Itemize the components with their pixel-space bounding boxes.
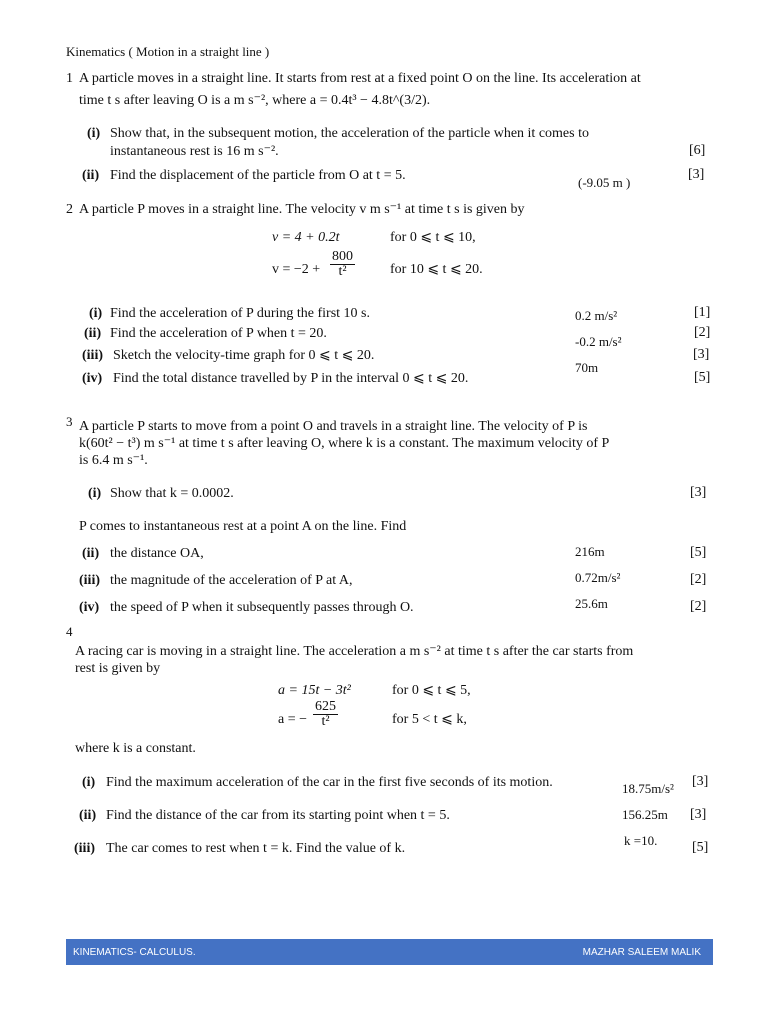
q2-eq2-numerator: 800	[332, 249, 353, 264]
q1-line2: time t s after leaving O is a m s⁻², where a = 0.4t³ − 4.8t^(3/2).	[79, 93, 431, 108]
q2-eq1-condition: for 0 ⩽ t ⩽ 10,	[390, 230, 476, 245]
q2-eq1: v = 4 + 0.2t	[272, 230, 340, 245]
q3-part-i-marks: [3]	[690, 485, 707, 500]
q2-part-iv-marks: [5]	[694, 370, 711, 385]
q2-part-i-text: Find the acceleration of P during the first 10 s.	[110, 306, 370, 321]
q2-eq2-left: v = −2 +	[272, 262, 321, 277]
q2-part-ii-marks: [2]	[694, 325, 711, 340]
q2-part-iii-text: Sketch the velocity-time graph for 0 ⩽ t ⩽ 20.	[113, 348, 375, 363]
q3-part-i-text: Show that k = 0.0002.	[110, 486, 234, 501]
q3-line1: A particle P starts to move from a point O and travels in a straight line. The velocity of P is	[79, 419, 588, 434]
q4-eq1: a = 15t − 3t²	[278, 683, 351, 698]
q4-eq2-left: a = −	[278, 712, 308, 727]
q3-part-iv-text: the speed of P when it subsequently passes through O.	[110, 600, 414, 615]
q3-part-ii-text: the distance OA,	[110, 546, 204, 561]
q4-eq1-condition: for 0 ⩽ t ⩽ 5,	[392, 683, 471, 698]
footer-right-text: MAZHAR SALEEM MALIK	[582, 947, 701, 958]
q2-intro: A particle P moves in a straight line. The velocity v m s⁻¹ at time t s is given by	[79, 202, 525, 217]
q4-part-i-label: (i)	[82, 775, 96, 790]
q3-part-iii-label: (iii)	[79, 573, 100, 588]
q2-part-i-answer: 0.2 m/s²	[575, 308, 618, 323]
q3-part-i-label: (i)	[88, 486, 102, 501]
q3-line3: is 6.4 m s⁻¹.	[79, 453, 148, 468]
q2-part-iv-label: (iv)	[82, 371, 103, 386]
q3-line2: k(60t² − t³) m s⁻¹ at time t s after leaving O, where k is a constant. The maximum velocity of P	[79, 436, 610, 451]
q4-part-iii-text: The car comes to rest when t = k. Find the value of k.	[106, 841, 406, 856]
q2-part-i-label: (i)	[89, 306, 103, 321]
q1-part-i-text2: instantaneous rest is 16 m s⁻².	[110, 144, 279, 159]
q2-part-iii-answer: 70m	[575, 360, 599, 375]
q4-eq2-fraction	[313, 700, 338, 729]
q4-part-i-text: Find the maximum acceleration of the car in the first five seconds of its motion.	[106, 775, 553, 790]
q4-part-iii-label: (iii)	[74, 841, 95, 856]
q4-part-iii-marks: [5]	[692, 840, 709, 855]
q3-part-ii-answer: 216m	[575, 544, 605, 559]
q4-line1: A racing car is moving in a straight line. The acceleration a m s⁻² at time t s after the car starts from	[75, 644, 634, 659]
q2-eq2-condition: for 10 ⩽ t ⩽ 20.	[390, 262, 483, 277]
q2-part-ii-answer: -0.2 m/s²	[575, 334, 622, 349]
q2-part-iv-text: Find the total distance travelled by P in the interval 0 ⩽ t ⩽ 20.	[113, 371, 469, 386]
q4-eq2-numerator: 625	[315, 699, 336, 714]
q2-part-iii-label: (iii)	[82, 348, 103, 363]
q3-part-ii-marks: [5]	[690, 545, 707, 560]
q2-eq2-denominator: t²	[338, 264, 347, 279]
q1-number: 1	[66, 71, 73, 86]
q2-part-ii-text: Find the acceleration of P when t = 20.	[110, 326, 327, 341]
q4-number: 4	[66, 624, 73, 639]
q3-part-ii-label: (ii)	[82, 546, 100, 561]
q3-part-iii-text: the magnitude of the acceleration of P at A,	[110, 573, 353, 588]
q1-part-i-marks: [6]	[689, 143, 706, 158]
page-footer	[66, 939, 713, 965]
q2-part-ii-label: (ii)	[84, 326, 102, 341]
q4-part-ii-answer: 156.25m	[622, 807, 668, 822]
q3-part-iv-marks: [2]	[690, 599, 707, 614]
q4-eq2-condition: for 5 < t ⩽ k,	[392, 712, 467, 727]
q1-part-ii-marks: [3]	[688, 167, 705, 182]
q2-part-iii-marks: [3]	[693, 347, 710, 362]
page-title: Kinematics ( Motion in a straight line )	[66, 44, 270, 59]
q4-part-ii-marks: [3]	[690, 807, 707, 822]
q4-part-i-marks: [3]	[692, 774, 709, 789]
q4-part-ii-label: (ii)	[79, 808, 97, 823]
q1-line1: A particle moves in a straight line. It starts from rest at a fixed point O on the line. Its acceleration at	[79, 71, 641, 86]
q4-part-ii-text: Find the distance of the car from its starting point when t = 5.	[106, 808, 450, 823]
q1-part-i-text1: Show that, in the subsequent motion, the acceleration of the particle when it comes to	[110, 126, 589, 141]
q4-part-i-answer: 18.75m/s²	[622, 781, 674, 796]
q1-part-ii-text: Find the displacement of the particle from O at t = 5.	[110, 168, 406, 183]
q4-line2: rest is given by	[75, 661, 161, 676]
q3-part-iii-answer: 0.72m/s²	[575, 570, 621, 585]
q4-part-iii-answer: k =10.	[624, 833, 658, 848]
q2-number: 2	[66, 202, 73, 217]
q1-part-ii-answer: (-9.05 m )	[578, 175, 631, 190]
q4-where: where k is a constant.	[75, 741, 196, 756]
q1-part-i-label: (i)	[87, 126, 101, 141]
q3-part-iii-marks: [2]	[690, 572, 707, 587]
q1-part-ii-label: (ii)	[82, 168, 100, 183]
q3-part-iv-answer: 25.6m	[575, 596, 608, 611]
q2-part-i-marks: [1]	[694, 305, 711, 320]
q3-part-iv-label: (iv)	[79, 600, 100, 615]
q3-mid-text: P comes to instantaneous rest at a point A on the line. Find	[79, 519, 407, 534]
q3-number: 3	[66, 414, 73, 429]
q4-eq2-denominator: t²	[321, 714, 330, 729]
footer-left-text: KINEMATICS- CALCULUS.	[73, 947, 196, 958]
q2-eq2-fraction	[330, 250, 355, 279]
